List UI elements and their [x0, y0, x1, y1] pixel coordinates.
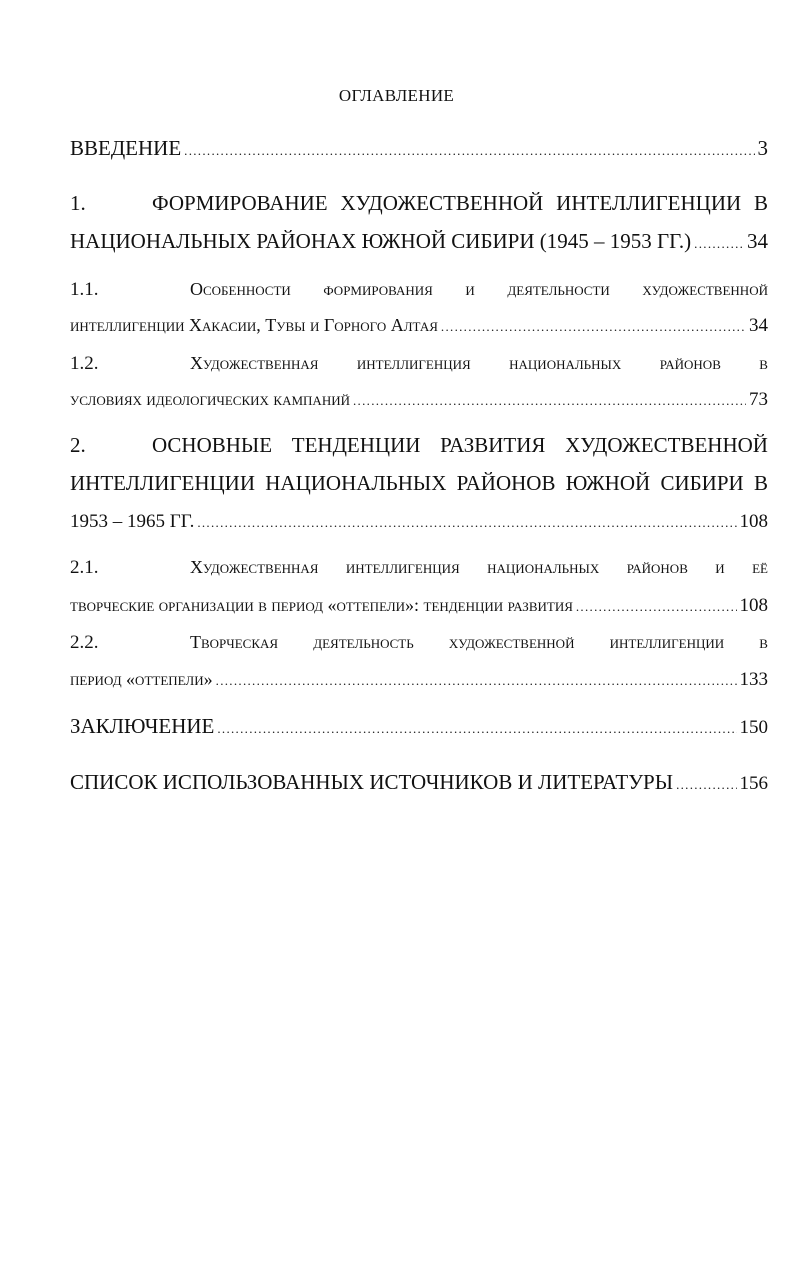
toc-word: художественной [642, 279, 768, 299]
toc-page-number: 34 [749, 315, 768, 336]
toc-section-number: 1.2. [70, 353, 99, 374]
toc-page-number: 34 [747, 229, 768, 253]
toc-word: национальных [487, 557, 600, 577]
toc-word: в [759, 632, 768, 652]
leader-dots [217, 721, 736, 737]
toc-page-number: 73 [749, 389, 768, 410]
toc-page-number: 133 [739, 669, 768, 690]
toc-word: интеллигенция [356, 353, 471, 373]
toc-word: В [753, 191, 768, 215]
leader-dots [694, 236, 744, 252]
toc-entry-references[interactable] [70, 770, 768, 795]
toc-word: деятельность [313, 632, 414, 652]
toc-section-2-1-line2[interactable] [70, 595, 768, 617]
toc-entry-label: 1953 – 1965 ГГ. [70, 511, 195, 532]
toc-word: СИБИРИ [660, 471, 744, 495]
toc-chapter-number: 2. [70, 433, 86, 457]
toc-entry-label: СПИСОК ИСПОЛЬЗОВАННЫХ ИСТОЧНИКОВ И ЛИТЕРАТУРЫ [70, 770, 674, 794]
toc-entry-label: период «оттепели» [70, 669, 213, 689]
page-title: ОГЛАВЛЕНИЕ [338, 86, 455, 105]
leader-dots [197, 515, 736, 531]
toc-section-1-1-line2[interactable] [70, 315, 768, 337]
toc-entry-label: условиях идеологических кампаний [70, 389, 350, 409]
toc-word: ХУДОЖЕСТВЕННОЙ [340, 191, 544, 215]
toc-word: Художественная [190, 353, 319, 373]
toc-word: национальных [509, 353, 622, 373]
toc-word: ФОРМИРОВАНИЕ [152, 191, 328, 215]
toc-word: художественной [448, 632, 575, 652]
toc-word: интеллигенции [609, 632, 725, 652]
toc-word: ИНТЕЛЛИГЕНЦИИ [556, 191, 742, 215]
toc-chapter-2-line2[interactable] [70, 471, 768, 496]
toc-entry-label: интеллигенции Хакасии, Тувы и Горного Алтая [70, 315, 438, 335]
toc-chapter-2-line3[interactable] [70, 511, 768, 533]
toc-word: ТЕНДЕНЦИИ [291, 433, 421, 457]
leader-dots [576, 599, 737, 615]
toc-entry-intro[interactable] [70, 136, 768, 161]
leader-dots [441, 319, 746, 335]
toc-section-number: 2.2. [70, 632, 99, 653]
toc-word: НАЦИОНАЛЬНЫХ [265, 471, 447, 495]
toc-word: Художественная [190, 557, 319, 577]
toc-word: и [465, 279, 475, 299]
toc-word: в [759, 353, 768, 373]
toc-word: ХУДОЖЕСТВЕННОЙ [565, 433, 768, 457]
leader-dots [184, 143, 754, 159]
toc-word: ЮЖНОЙ [565, 471, 651, 495]
toc-word: ИНТЕЛЛИГЕНЦИИ [70, 471, 255, 495]
toc-word: Особенности [190, 279, 291, 299]
toc-chapter-1-line2[interactable] [70, 229, 768, 254]
toc-page-number: 108 [739, 595, 768, 616]
leader-dots [676, 777, 736, 793]
toc-word: районов [626, 557, 688, 577]
toc-word: её [752, 557, 768, 577]
leader-dots [216, 673, 737, 689]
toc-page-number: 150 [739, 717, 768, 738]
toc-page-number: 156 [739, 773, 768, 794]
toc-section-2-2-line2[interactable] [70, 669, 768, 691]
toc-entry-label: НАЦИОНАЛЬНЫХ РАЙОНАХ ЮЖНОЙ СИБИРИ (1945 – 1953 ГГ.) [70, 229, 692, 253]
toc-word: ОСНОВНЫЕ [152, 433, 273, 457]
toc-entry-label: творческие организации в период «оттепели»: тенденции развития [70, 595, 573, 615]
toc-section-number: 1.1. [70, 279, 99, 300]
toc-word: и [715, 557, 725, 577]
toc-entry-label: ВВЕДЕНИЕ [70, 136, 182, 160]
toc-entry-label: ЗАКЛЮЧЕНИЕ [70, 714, 215, 738]
toc-word: формирования [323, 279, 433, 299]
toc-page-number: 3 [757, 136, 768, 160]
toc-word: РАЗВИТИЯ [440, 433, 546, 457]
toc-word: деятельности [507, 279, 610, 299]
toc-chapter-number: 1. [70, 191, 86, 215]
toc-word: интеллигенция [345, 557, 460, 577]
toc-entry-conclusion[interactable] [70, 714, 768, 739]
toc-section-number: 2.1. [70, 557, 99, 578]
toc-word: районов [659, 353, 721, 373]
toc-word: Творческая [190, 632, 279, 652]
toc-word: В [753, 471, 768, 495]
toc-section-1-2-line2[interactable] [70, 389, 768, 411]
leader-dots [353, 393, 746, 409]
toc-word: РАЙОНОВ [456, 471, 556, 495]
toc-page-number: 108 [739, 511, 768, 532]
